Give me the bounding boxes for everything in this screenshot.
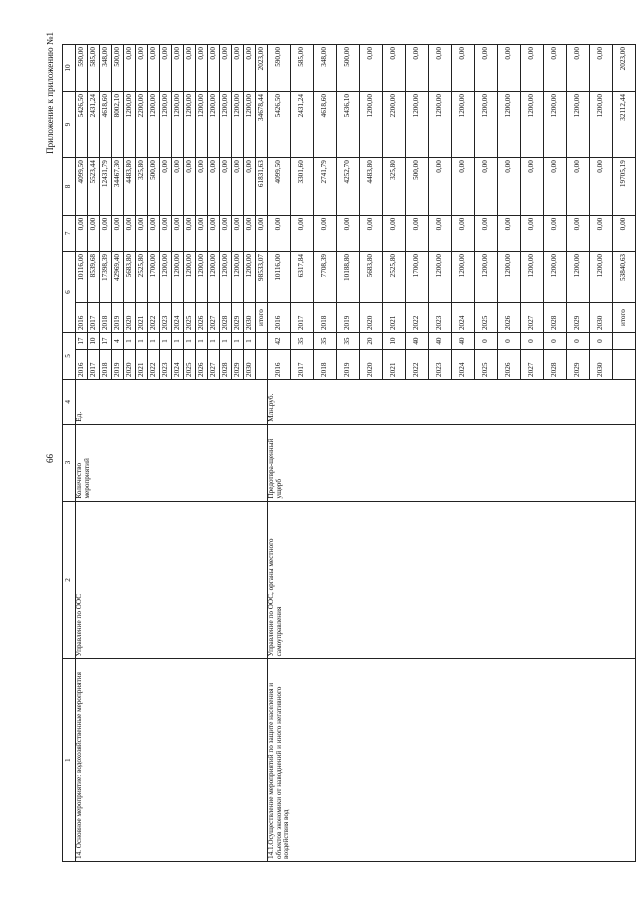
funding-col-7: 0,00 <box>498 215 521 251</box>
indicator-year: 2027 <box>521 349 544 379</box>
indicator-value: 20 <box>360 332 383 349</box>
funding-year: 2019 <box>337 302 360 332</box>
funding-year: 2024 <box>172 302 184 332</box>
funding-col-7: 0,00 <box>244 215 256 251</box>
indicator-value: 1 <box>160 332 172 349</box>
indicator-value: 40 <box>452 332 475 349</box>
funding-col-9: 8002,10 <box>112 91 124 157</box>
indicator-year: 2022 <box>406 349 429 379</box>
funding-year: 2027 <box>208 302 220 332</box>
funding-col-8: 0,00 <box>208 157 220 215</box>
indicator-year: 2029 <box>232 349 244 379</box>
funding-col-10: 0,00 <box>544 44 567 91</box>
funding-col-10: 348,00 <box>100 44 112 91</box>
funding-col-7: 0,00 <box>136 215 148 251</box>
funding-col-8: 0,00 <box>172 157 184 215</box>
funding-col-7: 0,00 <box>76 215 88 251</box>
indicator-year: 2030 <box>244 349 256 379</box>
total-col-9: 32112,44 <box>613 91 636 157</box>
indicator-year: 2023 <box>160 349 172 379</box>
funding-year: 2016 <box>268 302 291 332</box>
funding-col-8: 0,00 <box>160 157 172 215</box>
funding-col-9: 1200,00 <box>160 91 172 157</box>
total-col-8: 19705,19 <box>613 157 636 215</box>
funding-col-9: 1200,00 <box>124 91 136 157</box>
funding-col-8: 4099,50 <box>268 157 291 215</box>
empty-cell <box>256 349 268 379</box>
funding-col-8: 325,80 <box>136 157 148 215</box>
indicator-value: 1 <box>208 332 220 349</box>
funding-col-9: 1200,00 <box>196 91 208 157</box>
indicator-year: 2019 <box>112 349 124 379</box>
funding-col-8: 0,00 <box>220 157 232 215</box>
funding-col-7: 0,00 <box>360 215 383 251</box>
funding-col-10: 0,00 <box>124 44 136 91</box>
total-col-7: 0,00 <box>613 215 636 251</box>
header-col-2: 2 <box>63 501 76 659</box>
indicator-value: 0 <box>567 332 590 349</box>
funding-col-9: 1200,00 <box>406 91 429 157</box>
funding-total: 1200,00 <box>196 251 208 302</box>
funding-total: 5683,80 <box>124 251 136 302</box>
indicator-year: 2026 <box>196 349 208 379</box>
header-col-1: 1 <box>63 658 76 861</box>
funding-total: 1200,00 <box>208 251 220 302</box>
funding-col-7: 0,00 <box>544 215 567 251</box>
funding-col-8: 500,00 <box>148 157 160 215</box>
indicator-year: 2025 <box>475 349 498 379</box>
funding-col-10: 0,00 <box>521 44 544 91</box>
funding-total: 1200,00 <box>160 251 172 302</box>
funding-year: 2030 <box>244 302 256 332</box>
indicator-year: 2027 <box>208 349 220 379</box>
funding-total: 42969,40 <box>112 251 124 302</box>
funding-col-9: 1200,00 <box>590 91 613 157</box>
indicator-value: 35 <box>337 332 360 349</box>
funding-col-9: 5436,10 <box>337 91 360 157</box>
total-sum: 98533,07 <box>256 251 268 302</box>
program-table <box>62 44 636 862</box>
funding-col-10: 0,00 <box>360 44 383 91</box>
responsible-executor: Управление по ООС, органы местного самоуправления <box>268 501 636 659</box>
funding-total: 1200,00 <box>452 251 475 302</box>
measure-unit: Млн.руб. <box>268 379 636 424</box>
funding-col-7: 0,00 <box>112 215 124 251</box>
funding-col-8: 4483,80 <box>360 157 383 215</box>
indicator-year: 2016 <box>76 349 88 379</box>
empty-cell <box>256 332 268 349</box>
funding-col-7: 0,00 <box>88 215 100 251</box>
funding-col-10: 0,00 <box>475 44 498 91</box>
indicator-value: 42 <box>268 332 291 349</box>
funding-col-10: 0,00 <box>196 44 208 91</box>
funding-col-8: 12431,79 <box>100 157 112 215</box>
measure-unit: Ед. <box>76 379 268 424</box>
funding-col-7: 0,00 <box>184 215 196 251</box>
funding-col-8: 4099,50 <box>76 157 88 215</box>
indicator-year: 2016 <box>268 349 291 379</box>
indicator-value: 1 <box>244 332 256 349</box>
indicator-year: 2026 <box>498 349 521 379</box>
funding-year: 2023 <box>160 302 172 332</box>
funding-year: 2016 <box>76 302 88 332</box>
funding-col-10: 0,00 <box>498 44 521 91</box>
funding-col-8: 0,00 <box>590 157 613 215</box>
indicator-value: 4 <box>112 332 124 349</box>
funding-total: 1200,00 <box>521 251 544 302</box>
page-number: 66 <box>45 453 55 463</box>
funding-col-7: 0,00 <box>383 215 406 251</box>
header-col-3: 3 <box>63 424 76 501</box>
appendix-note: Приложение к приложению №1 <box>45 31 55 154</box>
empty-cell <box>613 332 636 349</box>
funding-col-9: 4618,60 <box>100 91 112 157</box>
funding-col-10: 0,00 <box>136 44 148 91</box>
funding-total: 10188,80 <box>337 251 360 302</box>
funding-col-10: 0,00 <box>172 44 184 91</box>
funding-col-7: 0,00 <box>429 215 452 251</box>
indicator-value: 0 <box>544 332 567 349</box>
funding-total: 17398,39 <box>100 251 112 302</box>
funding-col-9: 4618,60 <box>314 91 337 157</box>
funding-total: 2525,80 <box>383 251 406 302</box>
funding-year: 2028 <box>544 302 567 332</box>
funding-col-7: 0,00 <box>337 215 360 251</box>
indicator-year: 2028 <box>220 349 232 379</box>
funding-col-7: 0,00 <box>268 215 291 251</box>
funding-year: 2025 <box>184 302 196 332</box>
indicator-year: 2025 <box>184 349 196 379</box>
funding-year: 2017 <box>88 302 100 332</box>
rotated-document <box>40 22 628 884</box>
funding-col-9: 1200,00 <box>172 91 184 157</box>
funding-col-9: 1200,00 <box>208 91 220 157</box>
funding-col-7: 0,00 <box>475 215 498 251</box>
indicator-value: 1 <box>172 332 184 349</box>
total-col-9: 34678,44 <box>256 91 268 157</box>
funding-col-10: 500,00 <box>337 44 360 91</box>
total-label: итого <box>256 302 268 332</box>
funding-col-9: 2200,00 <box>383 91 406 157</box>
funding-col-10: 0,00 <box>567 44 590 91</box>
funding-col-9: 1200,00 <box>148 91 160 157</box>
funding-total: 1700,00 <box>406 251 429 302</box>
indicator-year: 2021 <box>383 349 406 379</box>
total-col-8: 61831,63 <box>256 157 268 215</box>
indicator-value: 17 <box>76 332 88 349</box>
funding-col-10: 0,00 <box>383 44 406 91</box>
funding-col-10: 0,00 <box>184 44 196 91</box>
header-col-7: 7 <box>63 215 76 251</box>
indicator-value: 0 <box>475 332 498 349</box>
funding-col-8: 0,00 <box>498 157 521 215</box>
funding-col-8: 2741,79 <box>314 157 337 215</box>
indicator-value: 10 <box>88 332 100 349</box>
funding-col-9: 5426,50 <box>268 91 291 157</box>
funding-col-7: 0,00 <box>521 215 544 251</box>
funding-col-10: 348,00 <box>314 44 337 91</box>
funding-col-7: 0,00 <box>314 215 337 251</box>
activity-name: 14. Основное мероприятие: водохозяйственные мероприятия <box>76 658 268 861</box>
indicator-value: 0 <box>590 332 613 349</box>
indicator-value: 1 <box>148 332 160 349</box>
funding-total: 1200,00 <box>567 251 590 302</box>
funding-col-9: 1200,00 <box>521 91 544 157</box>
funding-col-10: 585,00 <box>291 44 314 91</box>
funding-col-9: 1200,00 <box>429 91 452 157</box>
funding-col-8: 500,00 <box>406 157 429 215</box>
header-col-6: 6 <box>63 251 76 332</box>
indicator-name: Предотвра-щенный ущерб <box>268 424 636 501</box>
funding-col-10: 0,00 <box>160 44 172 91</box>
indicator-year: 2024 <box>452 349 475 379</box>
funding-col-8: 3301,60 <box>291 157 314 215</box>
funding-col-9: 1200,00 <box>544 91 567 157</box>
indicator-value: 1 <box>136 332 148 349</box>
funding-total: 5683,80 <box>360 251 383 302</box>
funding-total: 1700,00 <box>148 251 160 302</box>
funding-col-8: 0,00 <box>429 157 452 215</box>
activity-name: 14.1.Осуществление мероприятий по защите населения и объектов экономики от наводнений и иного негативного воздействия вод <box>268 658 636 861</box>
funding-col-8: 0,00 <box>544 157 567 215</box>
funding-total: 8539,68 <box>88 251 100 302</box>
funding-col-7: 0,00 <box>124 215 136 251</box>
funding-col-9: 1200,00 <box>232 91 244 157</box>
funding-total: 1200,00 <box>429 251 452 302</box>
funding-col-9: 1200,00 <box>475 91 498 157</box>
funding-year: 2023 <box>429 302 452 332</box>
funding-year: 2017 <box>291 302 314 332</box>
header-col-9: 9 <box>63 91 76 157</box>
header-row <box>63 44 76 861</box>
indicator-year: 2019 <box>337 349 360 379</box>
funding-col-9: 1200,00 <box>360 91 383 157</box>
funding-col-7: 0,00 <box>220 215 232 251</box>
funding-total: 10116,00 <box>76 251 88 302</box>
funding-year: 2027 <box>521 302 544 332</box>
funding-col-10: 0,00 <box>406 44 429 91</box>
funding-col-8: 0,00 <box>244 157 256 215</box>
indicator-year: 2029 <box>567 349 590 379</box>
indicator-year: 2023 <box>429 349 452 379</box>
total-col-7: 0,00 <box>256 215 268 251</box>
indicator-year: 2024 <box>172 349 184 379</box>
funding-col-10: 0,00 <box>148 44 160 91</box>
funding-total: 1200,00 <box>184 251 196 302</box>
indicator-value: 1 <box>232 332 244 349</box>
empty-cell <box>613 349 636 379</box>
table-row <box>268 44 291 861</box>
indicator-value: 40 <box>406 332 429 349</box>
indicator-value: 0 <box>498 332 521 349</box>
indicator-value: 1 <box>196 332 208 349</box>
funding-col-10: 0,00 <box>208 44 220 91</box>
total-label: итого <box>613 302 636 332</box>
total-col-10: 2023,00 <box>256 44 268 91</box>
funding-col-8: 0,00 <box>232 157 244 215</box>
funding-col-10: 0,00 <box>232 44 244 91</box>
indicator-name: Количество мероприятий <box>76 424 268 501</box>
indicator-year: 2021 <box>136 349 148 379</box>
indicator-year: 2020 <box>124 349 136 379</box>
funding-col-8: 0,00 <box>475 157 498 215</box>
funding-col-9: 1200,00 <box>567 91 590 157</box>
funding-year: 2025 <box>475 302 498 332</box>
funding-year: 2030 <box>590 302 613 332</box>
funding-col-7: 0,00 <box>452 215 475 251</box>
indicator-year: 2020 <box>360 349 383 379</box>
indicator-value: 35 <box>314 332 337 349</box>
funding-col-7: 0,00 <box>232 215 244 251</box>
funding-col-10: 590,00 <box>76 44 88 91</box>
funding-total: 1200,00 <box>544 251 567 302</box>
indicator-value: 1 <box>220 332 232 349</box>
indicator-year: 2030 <box>590 349 613 379</box>
indicator-value: 17 <box>100 332 112 349</box>
funding-total: 1200,00 <box>232 251 244 302</box>
responsible-executor: Управление по ООС <box>76 501 268 659</box>
funding-col-10: 0,00 <box>244 44 256 91</box>
funding-total: 6317,84 <box>291 251 314 302</box>
funding-col-7: 0,00 <box>406 215 429 251</box>
funding-year: 2026 <box>196 302 208 332</box>
funding-col-8: 4252,70 <box>337 157 360 215</box>
total-sum: 53840,63 <box>613 251 636 302</box>
funding-total: 10116,00 <box>268 251 291 302</box>
funding-total: 1200,00 <box>475 251 498 302</box>
funding-col-9: 1200,00 <box>220 91 232 157</box>
header-col-5: 5 <box>63 332 76 379</box>
funding-col-7: 0,00 <box>172 215 184 251</box>
funding-col-8: 0,00 <box>452 157 475 215</box>
indicator-year: 2018 <box>314 349 337 379</box>
funding-col-10: 590,00 <box>268 44 291 91</box>
funding-col-9: 1200,00 <box>452 91 475 157</box>
funding-col-7: 0,00 <box>291 215 314 251</box>
funding-year: 2029 <box>232 302 244 332</box>
funding-year: 2022 <box>406 302 429 332</box>
funding-col-10: 0,00 <box>429 44 452 91</box>
funding-col-10: 0,00 <box>452 44 475 91</box>
funding-col-9: 5426,50 <box>76 91 88 157</box>
funding-total: 1200,00 <box>220 251 232 302</box>
funding-col-8: 0,00 <box>184 157 196 215</box>
funding-col-8: 0,00 <box>521 157 544 215</box>
indicator-value: 10 <box>383 332 406 349</box>
funding-year: 2026 <box>498 302 521 332</box>
funding-total: 2525,80 <box>136 251 148 302</box>
indicator-year: 2022 <box>148 349 160 379</box>
funding-col-9: 1200,00 <box>184 91 196 157</box>
indicator-value: 0 <box>521 332 544 349</box>
funding-year: 2020 <box>360 302 383 332</box>
funding-col-7: 0,00 <box>208 215 220 251</box>
funding-col-9: 1200,00 <box>498 91 521 157</box>
funding-col-8: 0,00 <box>567 157 590 215</box>
header-col-10: 10 <box>63 44 76 91</box>
funding-total: 1200,00 <box>498 251 521 302</box>
header-col-8: 8 <box>63 157 76 215</box>
funding-col-7: 0,00 <box>100 215 112 251</box>
indicator-value: 1 <box>124 332 136 349</box>
indicator-year: 2017 <box>291 349 314 379</box>
funding-total: 1200,00 <box>590 251 613 302</box>
funding-col-9: 2431,24 <box>88 91 100 157</box>
funding-year: 2022 <box>148 302 160 332</box>
table-row <box>76 44 88 861</box>
funding-year: 2019 <box>112 302 124 332</box>
funding-col-10: 0,00 <box>590 44 613 91</box>
funding-year: 2018 <box>100 302 112 332</box>
funding-total: 7708,39 <box>314 251 337 302</box>
funding-col-9: 1200,00 <box>244 91 256 157</box>
indicator-value: 40 <box>429 332 452 349</box>
funding-col-8: 325,80 <box>383 157 406 215</box>
funding-col-10: 500,00 <box>112 44 124 91</box>
funding-col-10: 0,00 <box>220 44 232 91</box>
indicator-year: 2028 <box>544 349 567 379</box>
funding-col-8: 4483,80 <box>124 157 136 215</box>
funding-year: 2021 <box>383 302 406 332</box>
indicator-year: 2017 <box>88 349 100 379</box>
indicator-value: 1 <box>184 332 196 349</box>
funding-col-10: 585,00 <box>88 44 100 91</box>
funding-total: 1200,00 <box>172 251 184 302</box>
funding-col-8: 34467,30 <box>112 157 124 215</box>
funding-col-8: 5523,44 <box>88 157 100 215</box>
funding-year: 2029 <box>567 302 590 332</box>
funding-col-7: 0,00 <box>567 215 590 251</box>
indicator-year: 2018 <box>100 349 112 379</box>
funding-col-7: 0,00 <box>196 215 208 251</box>
funding-col-8: 0,00 <box>196 157 208 215</box>
funding-col-7: 0,00 <box>160 215 172 251</box>
funding-year: 2020 <box>124 302 136 332</box>
funding-year: 2028 <box>220 302 232 332</box>
funding-col-9: 2200,00 <box>136 91 148 157</box>
header-col-4: 4 <box>63 379 76 424</box>
funding-col-9: 2431,24 <box>291 91 314 157</box>
funding-year: 2024 <box>452 302 475 332</box>
funding-col-7: 0,00 <box>590 215 613 251</box>
total-col-10: 2023,00 <box>613 44 636 91</box>
indicator-value: 35 <box>291 332 314 349</box>
funding-total: 1200,00 <box>244 251 256 302</box>
funding-year: 2021 <box>136 302 148 332</box>
funding-col-7: 0,00 <box>148 215 160 251</box>
funding-year: 2018 <box>314 302 337 332</box>
